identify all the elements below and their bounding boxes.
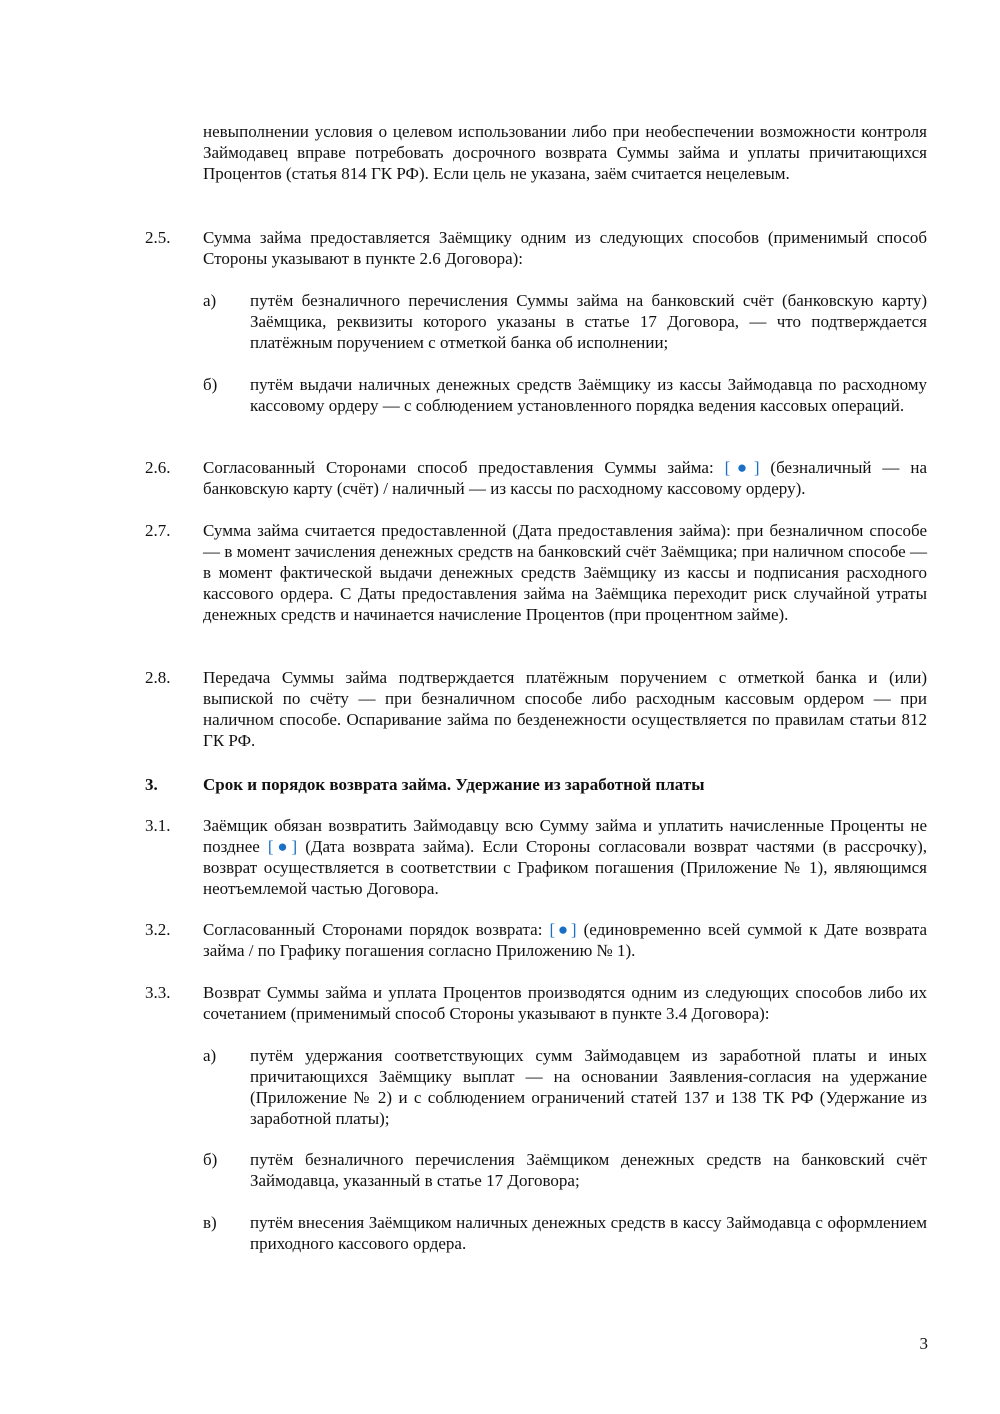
list-item-text: путём выдачи наличных денежных средств Заёмщику из кассы Займодавца по расходному кассовому ордеру — с соблюдением установленного порядка ведения кассовых операций. <box>250 375 927 415</box>
clause-number: 3.3. <box>145 983 171 1002</box>
clause-text: Передача Суммы займа подтверждается платёжным поручением с отметкой банка и (или) выпиской по счёту — при безналичном способе либо расходным кассовым ордером — при наличном способе. Оспаривание займа по безденежности осуществляется по правилам статьи 812 ГК РФ. <box>203 668 927 750</box>
clause-number: 2.8. <box>145 668 171 687</box>
clause-text: Возврат Суммы займа и уплата Процентов производятся одним из следующих способов либо их сочетанием (применимый способ Стороны указывают в пункте 3.4 Договора): <box>203 983 927 1023</box>
section-3-heading <box>145 774 927 795</box>
list-item-label: б) <box>203 375 218 394</box>
continued-paragraph: невыполнении условия о целевом использовании либо при необеспечении возможности контроля Займодавец вправе потребовать досрочного возврата Суммы займа и уплаты причитающихся Процентов (статья 814 ГК РФ). Если цель не указана, заём считается нецелевым. <box>203 122 927 183</box>
clause-2-6 <box>145 457 927 499</box>
clause-text: Сумма займа предоставляется Заёмщику одним из следующих способов (применимый способ Стороны указывают в пункте 2.6 Договора): <box>203 228 927 268</box>
clause-text <box>203 457 927 499</box>
section-number: 3. <box>145 775 158 794</box>
clause-text-start: Согласованный Сторонами способ предоставления Суммы займа: <box>203 458 725 477</box>
clause-2-5 <box>145 227 927 269</box>
clause-text-end: (Дата возврата займа). Если Стороны согласовали возврат частями (в рассрочку), возврат осуществляется в соответствии с Графиком погашения (Приложение № 1), являющимся неотъемлемой частью Договора. <box>203 837 928 898</box>
list-item-3-3-c <box>203 1212 927 1254</box>
list-item-2-5-b <box>203 374 927 416</box>
list-item-label: а) <box>203 1046 217 1065</box>
clause-3-3 <box>145 982 927 1024</box>
clause-2-8 <box>145 667 927 751</box>
clause-text-end: (безналичный — на банковскую карту (счёт) / наличный — из кассы по расходному кассовому ордеру). <box>203 458 927 498</box>
list-item-3-3-b <box>203 1149 927 1191</box>
clause-text <box>203 815 927 899</box>
placeholder-field[interactable]: [●] <box>267 837 298 856</box>
section-title: Срок и порядок возврата займа. Удержание из заработной платы <box>203 775 705 794</box>
clause-text <box>203 919 927 961</box>
list-item-text: путём внесения Заёмщиком наличных денежных средств в кассу Займодавца с оформлением приходного кассового ордера. <box>250 1213 927 1253</box>
clause-3-1 <box>145 815 927 899</box>
list-item-text: путём удержания соответствующих сумм Займодавцем из заработной платы и иных причитающихся Заёмщику выплат — на основании Заявления-согласия на удержание (Приложение № 2) и с соблюдением ограничений статей 137 и 138 ТК РФ (Удержание из заработной платы); <box>250 1046 927 1128</box>
placeholder-field[interactable]: [●] <box>724 458 760 477</box>
clause-number: 3.1. <box>145 816 171 835</box>
clause-number: 3.2. <box>145 920 171 939</box>
list-item-text: путём безналичного перечисления Суммы займа на банковский счёт (банковскую карту) Заёмщика, реквизиты которого указаны в статье 17 Договора, — что подтверждается платёжным поручением с отметкой банка об исполнении; <box>250 291 927 352</box>
clause-text-start: Заёмщик обязан возвратить Займодавцу всю Сумму займа и уплатить начисленные Проценты не позднее <box>203 816 927 856</box>
clause-text-end: (единовременно всей суммой к Дате возврата займа / по Графику погашения согласно Приложению № 1). <box>203 920 927 960</box>
list-item-label: в) <box>203 1213 217 1232</box>
page-number: 3 <box>919 1334 928 1353</box>
list-item-3-3-a <box>203 1045 927 1129</box>
placeholder-field[interactable]: [●] <box>549 920 577 939</box>
list-item-label: а) <box>203 291 217 310</box>
clause-3-2 <box>145 919 927 961</box>
clause-text: Сумма займа считается предоставленной (Дата предоставления займа): при безналичном способе — в момент зачисления денежных средств на банковский счёт Заёмщика; при наличном способе — в момент фактической выдачи денежных средств Заёмщику из кассы и подписания расходного кассового ордера. С Даты предоставления займа на Заёмщика переходит риск случайной утраты денежных средств и начинается начисление Процентов (при процентном займе). <box>203 521 927 624</box>
clause-number: 2.5. <box>145 228 171 247</box>
list-item-2-5-a <box>203 290 927 353</box>
clause-2-7 <box>145 520 927 625</box>
clause-number: 2.6. <box>145 458 171 477</box>
list-item-label: б) <box>203 1150 218 1169</box>
list-item-text: путём безналичного перечисления Заёмщиком денежных средств на банковский счёт Займодавца, указанный в статье 17 Договора; <box>250 1150 927 1190</box>
clause-number: 2.7. <box>145 521 171 540</box>
clause-text-start: Согласованный Сторонами порядок возврата: <box>203 920 550 939</box>
